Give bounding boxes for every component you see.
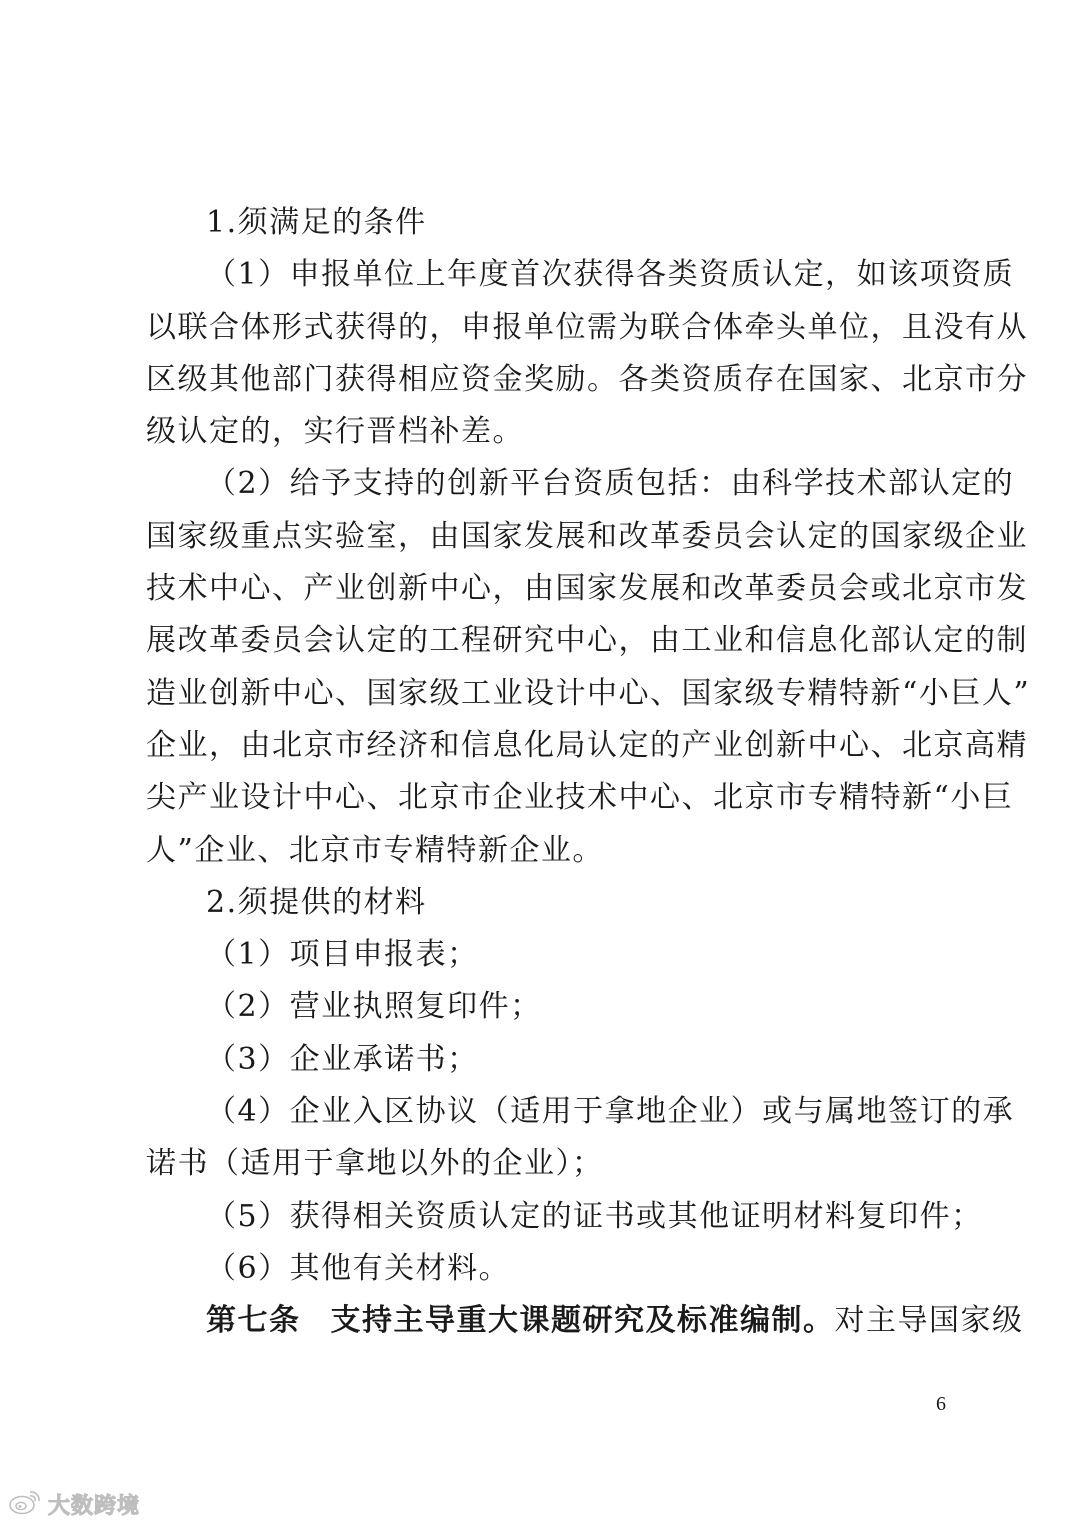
list-item: （2）营业执照复印件； — [206, 989, 542, 1025]
paragraph-line: 人”企业、北京市专精特新企业。 — [146, 832, 604, 868]
article-heading — [146, 1295, 1024, 1347]
subheading-conditions: 1.须满足的条件 — [206, 205, 427, 240]
list-item: （5）获得相关资质认定的证书或其他证明材料复印件； — [206, 1198, 983, 1234]
article-title: 支持主导重大课题研究及标准编制。 — [330, 1303, 835, 1339]
article-number: 第七条 — [206, 1303, 301, 1339]
list-item-continuation: 诺书（适用于拿地以外的企业）； — [146, 1146, 604, 1182]
paragraph-line: 级认定的，实行晋档补差。 — [146, 414, 524, 450]
weibo-logo-icon — [8, 1488, 42, 1520]
paragraph-line: （2）给予支持的创新平台资质包括：由科学技术部认定的 — [206, 466, 1015, 502]
paragraph-line: （1）申报单位上年度首次获得各类资质认定，如该项资质 — [206, 257, 1015, 293]
paragraph-line: 区级其他部门获得相应资金奖励。各类资质存在国家、北京市分 — [146, 361, 1028, 397]
paragraph-line: 造业创新中心、国家级工业设计中心、国家级专精特新“小巨人” — [146, 675, 1031, 711]
paragraph-line: 尖产业设计中心、北京市企业技术中心、北京市专精特新“小巨 — [146, 780, 1014, 816]
watermark — [8, 1489, 140, 1519]
paragraph-line: 技术中心、产业创新中心，由国家发展和改革委员会或北京市发 — [146, 571, 1028, 607]
body-text — [146, 197, 1031, 1348]
paragraph-line: 以联合体形式获得的，申报单位需为联合体牵头单位，且没有从 — [146, 309, 1028, 345]
subheading-materials: 2.须提供的材料 — [206, 884, 427, 920]
list-item: （6）其他有关材料。 — [206, 1250, 511, 1286]
list-item: （3）企业承诺书； — [206, 1041, 479, 1077]
article-text: 对主导国家级 — [834, 1303, 1024, 1339]
list-item: （1）项目申报表； — [206, 937, 479, 973]
watermark-text: 大数跨境 — [48, 1493, 141, 1519]
page-number: 6 — [936, 1393, 946, 1415]
paragraph-line: 国家级重点实验室，由国家发展和改革委员会认定的国家级企业 — [146, 518, 1028, 554]
paragraph-line: 展改革委员会认定的工程研究中心，由工业和信息化部认定的制 — [146, 623, 1028, 659]
list-item: （4）企业入区协议（适用于拿地企业）或与属地签订的承 — [206, 1094, 1015, 1130]
paragraph-line: 企业，由北京市经济和信息化局认定的产业创新中心、北京高精 — [146, 727, 1028, 763]
